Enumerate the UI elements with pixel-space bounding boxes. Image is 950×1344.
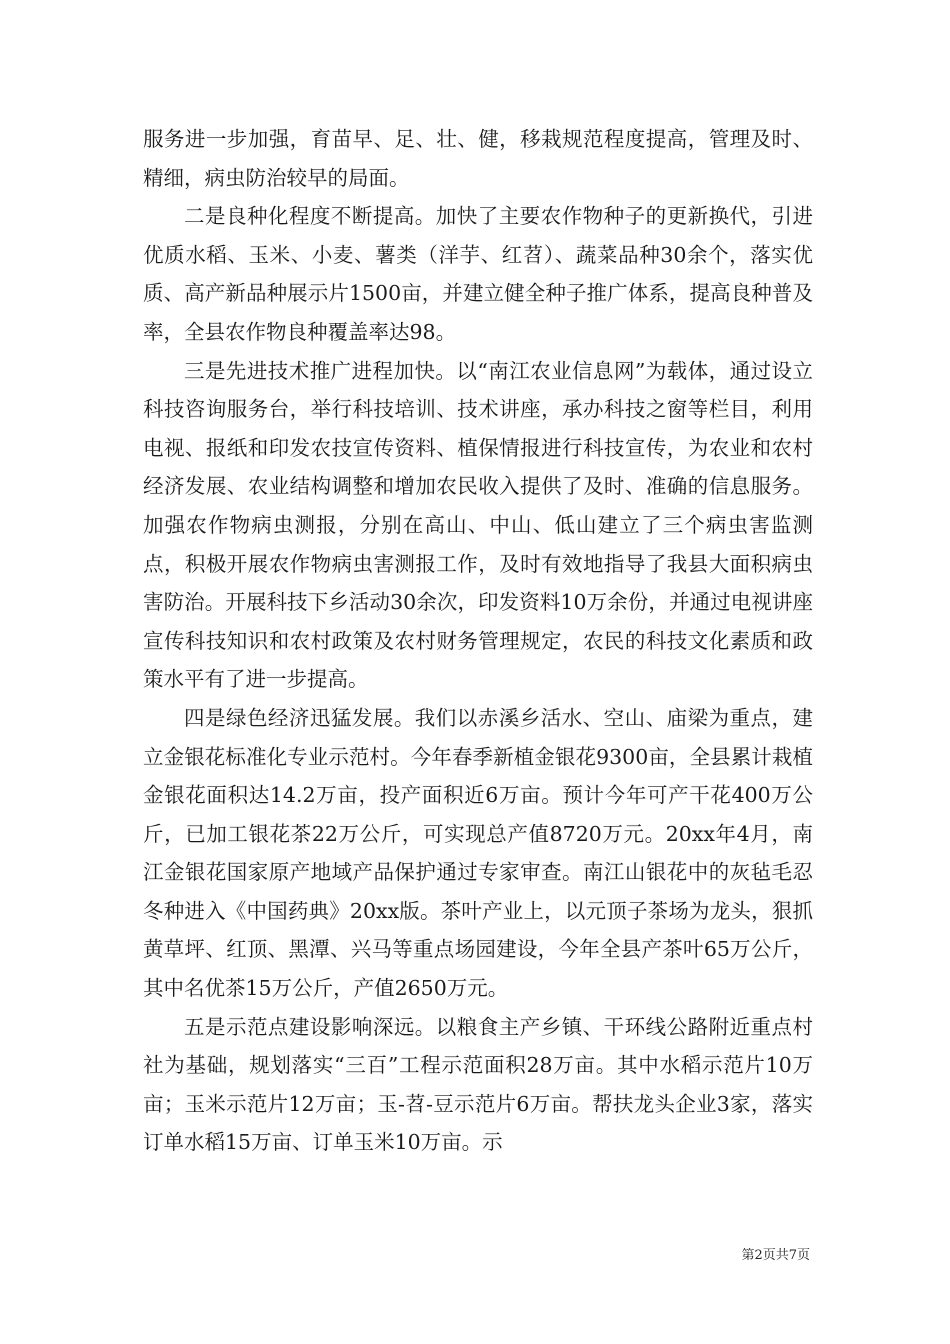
page-number: 第2页共7页 — [741, 1248, 810, 1263]
paragraph-technology-promotion: 三是先进技术推广进程加快。以“南江农业信息网”为载体，通过设立科技咨询服务台，举行科技培训、技术讲座，承办科技之窗等栏目，利用电视、报纸和印发农技宣传资料、植保情报进行科技宣传，为农业和农村经济发展、农业结构调整和增加农民收入提供了及时、准确的信息服务。加强农作物病虫测报，分别在高山、中山、低山建立了三个病虫害监测点，积极开展农作物病虫害测报工作，及时有效地指导了我县大面积病虫害防治。开展科技下乡活动30余次，印发资料10万余份，并通过电视讲座宣传科技知识和农村政策及农村财务管理规定，农民的科技文化素质和政策水平有了进一步提高。 — [143, 358, 813, 692]
paragraph-green-economy: 四是绿色经济迅猛发展。我们以赤溪乡活水、空山、庙梁为重点，建立金银花标准化专业示范村。今年春季新植金银花9300亩，全县累计栽植金银花面积达14.2万亩，投产面积近6万亩。预计今年可产干花400万公斤，已加工银花茶22万公斤，可实现总产值8720万元。20xx年4月，南江金银花国家原产地域产品保护通过专家审查。南江山银花中的灰毡毛忍冬种进入《中国药典》20xx版。茶叶产业上，以元顶子茶场为龙头，狠抓黄草坪、红顶、黑潭、兴马等重点场园建设，今年全县产茶叶65万公斤，其中名优茶15万公斤，产值2650万元。 — [143, 705, 813, 1001]
paragraph-demonstration-sites: 五是示范点建设影响深远。以粮食主产乡镇、干环线公路附近重点村社为基础，规划落实“三百”工程示范面积28万亩。其中水稻示范片10万亩；玉米示范片12万亩；玉-苕-豆示范片6万亩。帮扶龙头企业3家，落实订单水稻15万亩、订单玉米10万亩。示 — [143, 1014, 813, 1155]
paragraph-improved-varieties: 二是良种化程度不断提高。加快了主要农作物种子的更新换代，引进优质水稻、玉米、小麦、薯类（洋芋、红苕）、蔬菜品种30余个，落实优质、高产新品种展示片1500亩，并建立健全种子推广体系，提高良种普及率，全县农作物良种覆盖率达98。 — [143, 204, 813, 344]
body-text — [143, 120, 813, 1162]
paragraph-continuation: 服务进一步加强，育苗早、足、壮、健，移栽规范程度提高，管理及时、精细，病虫防治较早的局面。 — [143, 127, 813, 190]
